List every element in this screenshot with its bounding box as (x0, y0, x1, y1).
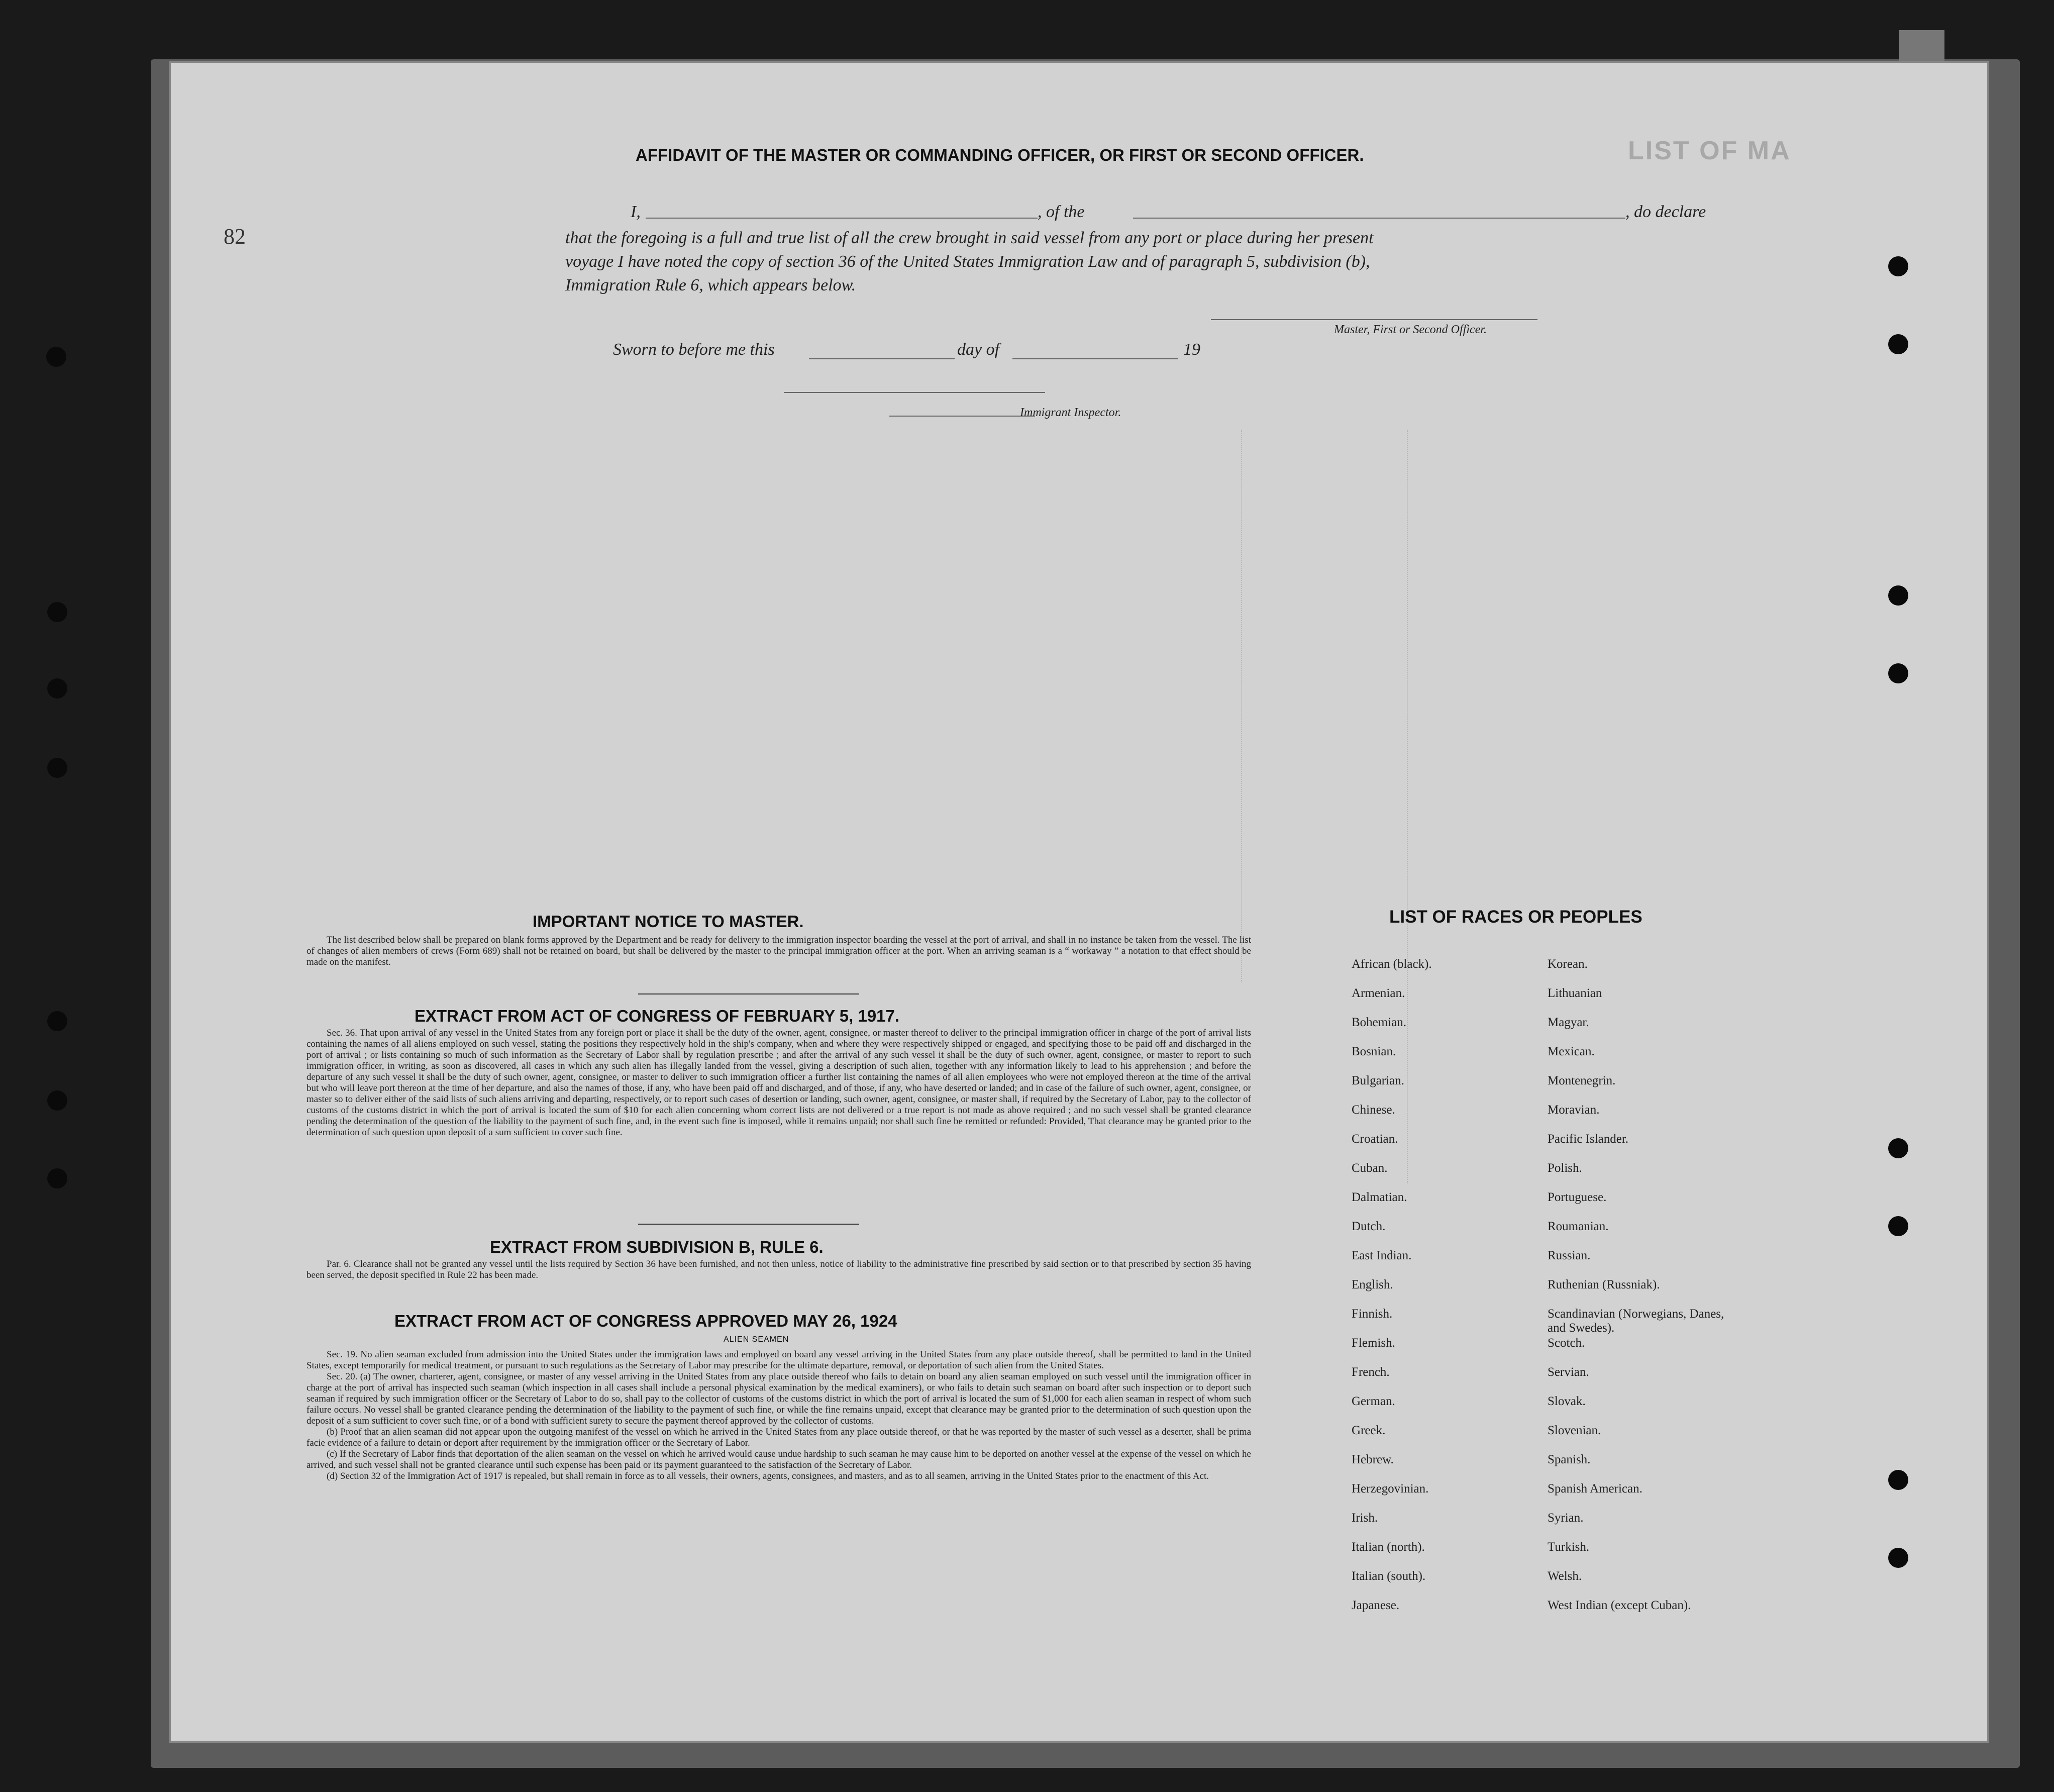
extract-rule6-paragraph: Par. 6. Clearance shall not be granted any vessel until the lists required by Section 36 have been furnished, and not then unless, notice of liability to the administrative fine prescribed by said section or to that prescribed by section 35 having been served, the deposit specified in Rule 22 has been made. (306, 1259, 1251, 1280)
extract-rule6-title: EXTRACT FROM SUBDIVISION B, RULE 6. (490, 1238, 824, 1256)
name-blank-line (646, 218, 1038, 219)
notice-paragraph: The list described below shall be prepared on blank forms approved by the Department and be ready for delivery to the immigration inspector boarding the vessel at the port of arrival, and shall in no instance be taken from the vessel. The list of changes of alien members of crews (Form 689) shall not be retained on board, but shall be delivered by the master to the principal immigration officer at the port. When an arriving seaman is a “ workaway ” a notation to that effect should be made on the manifest. (306, 935, 1251, 967)
sworn-day-line (809, 358, 955, 359)
sec-20b-paragraph: (b) Proof that an alien seaman did not appear upon the outgoing manifest of the vessel on which he arrived in the United States from any place outside thereof, or that he was reported by the master of such vessel as a deserter, shall be prima facie evidence of a failure to detain or deport after requirement by the immigration officer or the Secretary of Labor. (306, 1427, 1251, 1448)
extract-1924-text (306, 1349, 1251, 1482)
race-item: East Indian. (1352, 1249, 1412, 1262)
binder-hole (1888, 1470, 1908, 1490)
bleed-through-text: LIST OF MA (1628, 136, 1791, 165)
race-item: Slovak. (1548, 1395, 1586, 1408)
race-item: Spanish American. (1548, 1482, 1642, 1496)
race-item: German. (1352, 1395, 1395, 1408)
race-item: Italian (north). (1352, 1540, 1425, 1554)
race-item: Bohemian. (1352, 1016, 1407, 1029)
sec-19-paragraph: Sec. 19. No alien seaman excluded from admission into the United States under the immigration laws and employed on board any vessel arriving in the United States from any place outside thereof, shall be permitted to land in the United States, except temporarily for medical treatment, or pursuant to such regulations as the Secretary of Labor may prescribe for the ultimate departure, removal, or deportation of such alien from the United States. (306, 1349, 1251, 1371)
binder-hole (1888, 256, 1908, 276)
race-item: Greek. (1352, 1424, 1386, 1437)
notice-text (306, 935, 1251, 968)
affidavit-line-3: voyage I have noted the copy of section 36 of the United States Immigration Law and of paragraph 5, subdivision (b), (565, 252, 1370, 271)
race-item: Mexican. (1548, 1045, 1595, 1058)
binder-hole (47, 602, 67, 622)
race-item: Moravian. (1548, 1103, 1600, 1117)
binder-hole (47, 758, 67, 778)
race-item: Bulgarian. (1352, 1074, 1404, 1087)
binder-hole (1888, 1216, 1908, 1236)
race-item: Syrian. (1548, 1511, 1584, 1525)
race-item: West Indian (except Cuban). (1548, 1599, 1691, 1612)
binder-hole (47, 1168, 67, 1188)
race-item: Magyar. (1548, 1016, 1589, 1029)
alien-seamen-subtitle: ALIEN SEAMEN (724, 1335, 789, 1344)
race-item: Bosnian. (1352, 1045, 1396, 1058)
extract-1917-divider (638, 1224, 859, 1225)
race-item: Ruthenian (Russniak). (1548, 1278, 1660, 1291)
race-item: Pacific Islander. (1548, 1132, 1629, 1146)
race-item: Dutch. (1352, 1220, 1386, 1233)
race-item: Japanese. (1352, 1599, 1400, 1612)
extract-1917-text (306, 1028, 1251, 1138)
race-item: French. (1352, 1365, 1390, 1379)
affidavit-line-2: that the foregoing is a full and true list of all the crew brought in said vessel from any port or place during her present (565, 229, 1374, 247)
inspector-label: Immigrant Inspector. (1020, 406, 1121, 419)
master-signature-line (1211, 319, 1537, 320)
binder-hole (47, 1090, 67, 1111)
extract-rule6-text (306, 1259, 1251, 1281)
inspector-signature-line (889, 416, 1035, 417)
notice-divider (638, 993, 859, 994)
race-item: Montenegrin. (1548, 1074, 1616, 1087)
races-left-column (1352, 957, 1532, 1686)
race-item: Scotch. (1548, 1336, 1585, 1350)
race-item: Spanish. (1548, 1453, 1591, 1466)
binder-hole (1888, 585, 1908, 606)
race-item: English. (1352, 1278, 1393, 1291)
affidavit-i-label: I, (631, 203, 641, 221)
binder-hole (1888, 663, 1908, 683)
master-signature-label: Master, First or Second Officer. (1334, 323, 1487, 336)
inspector-line-upper (784, 392, 1045, 393)
race-item: Finnish. (1352, 1307, 1393, 1321)
race-item: Croatian. (1352, 1132, 1398, 1146)
affidavit-of-the-label: , of the (1038, 203, 1085, 221)
document-page (171, 63, 1987, 1741)
page-number: 82 (224, 224, 246, 249)
affidavit-declare-label: , do declare (1625, 203, 1706, 221)
notice-title: IMPORTANT NOTICE TO MASTER. (533, 912, 804, 931)
race-item: Herzegovinian. (1352, 1482, 1429, 1496)
race-item: Servian. (1548, 1365, 1589, 1379)
affidavit-title: AFFIDAVIT OF THE MASTER OR COMMANDING OFFICER, OR FIRST OR SECOND OFFICER. (636, 146, 1364, 164)
extract-1917-paragraph: Sec. 36. That upon arrival of any vessel in the United States from any foreign port or place it shall be the duty of the owner, agent, consignee, or master thereof to deliver to the principal immigration officer in charge of the port of arrival lists containing the names of all aliens employed on such vessel, stating the positions they respectively hold in the ship's company, when and where they were respectively shipped or engaged, and specifying those to be paid off and discharged in the port of arrival ; or lists containing so much of such information as the Secretary of Labor shall by regulation prescribe ; and after the arrival of any such vessel it shall be the duty of such owner, agent, consignee, or master to report to such immigration officer, in writing, as soon as discovered, all cases in which any such alien has illegally landed from the vessel, giving a description of such alien, together with any information likely to lead to his apprehension ; and before the departure of any such vessel it shall be the duty of such owner, agent, consignee, or master to deliver to such immigration officer a further list containing the names of all alien employees who were not employed thereon at the time of the arrival but who will leave port thereon at the time of her departure, and also the names of those, if any, who have been paid off and discharged, and of those, if any, who have deserted or landed; and in case of the failure of such owner, agent, consignee, or master so to deliver either of the said lists of such aliens arriving and departing, respectively, or to report such cases of desertion or landing, such owner, agent, consignee, or master shall, if required by the Secretary of Labor, pay to the collector of customs of the customs district in which the port of arrival is located the sum of $10 for each alien concerning whom correct lists are not delivered or a true report is not made as above required ; and no such vessel shall be granted clearance pending the determination of the question of the liability to the payment of such fine, and, in the event such fine is imposed, while it remains unpaid; nor shall such fine be remitted or refunded: Provided, That clearance may be granted prior to the determination of such question upon deposit of a sum sufficient to cover such fine. (306, 1028, 1251, 1138)
binder-hole (46, 347, 66, 367)
race-item: Cuban. (1352, 1161, 1388, 1175)
binder-hole (47, 678, 67, 699)
race-item: Portuguese. (1548, 1190, 1607, 1204)
extract-1924-title: EXTRACT FROM ACT OF CONGRESS APPROVED MAY 26, 1924 (394, 1312, 897, 1330)
vessel-blank-line (1133, 218, 1625, 219)
sec-20c-paragraph: (c) If the Secretary of Labor finds that deportation of the alien seaman on the vessel on which he arrived would cause undue hardship to such seaman he may cause him to be deported on another vessel at the expense of the vessel on which he arrived, and such vessel shall not be granted clearance until such expense has been paid or its payment guaranteed to the satisfaction of the Secretary of Labor. (306, 1449, 1251, 1470)
binder-hole (47, 1011, 67, 1031)
race-item: Russian. (1548, 1249, 1591, 1262)
binder-hole (1888, 334, 1908, 354)
sec-20d-paragraph: (d) Section 32 of the Immigration Act of 1917 is repealed, but shall remain in force as to all vessels, their owners, agents, consignees, and masters, and as to all seamen, arriving in the United States prior to the enactment of this Act. (327, 1471, 1209, 1481)
day-of-label: day of (957, 340, 1000, 359)
race-item: Turkish. (1548, 1540, 1590, 1554)
race-item: Lithuanian (1548, 986, 1602, 1000)
race-item: Italian (south). (1352, 1569, 1426, 1583)
race-item: African (black). (1352, 957, 1432, 971)
year-label: 19 (1183, 340, 1200, 359)
sec-20a-paragraph: Sec. 20. (a) The owner, charterer, agent, consignee, or master of any vessel arriving in the United States from any place outside thereof who fails to detain on board any alien seaman employed on such vessel until the immigration officer in charge at the port of arrival has inspected such seaman (which inspection in all cases shall include a personal physical examination by the medical examiners), or who fails to detain such seaman on board after such inspection or to deport such seaman if required by such immigration officer or the Secretary of Labor to do so, shall pay to the collector of customs of the customs district in which the port of arrival is located the sum of $1,000 for each alien seaman in respect of whom such failure occurs. No vessel shall be granted clearance pending the determination of the liability to the payment of such fine, or while the fine remains unpaid, except that clearance may be granted prior to the determination of such question upon the deposit of a sum sufficient to cover such fine, or of a bond with sufficient surety to secure the payment thereof approved by the collector of customs. (306, 1371, 1251, 1426)
sworn-label: Sworn to before me this (613, 340, 775, 359)
extract-1917-title: EXTRACT FROM ACT OF CONGRESS OF FEBRUARY 5, 1917. (415, 1007, 900, 1025)
affidavit-line-4: Immigration Rule 6, which appears below. (565, 276, 856, 294)
race-item: Welsh. (1548, 1569, 1582, 1583)
race-item: Hebrew. (1352, 1453, 1394, 1466)
bleed-through-rule (1241, 430, 1242, 982)
race-item: Scandinavian (Norwegians, Danes, and Swedes). (1548, 1307, 1724, 1335)
race-item: Slovenian. (1548, 1424, 1601, 1437)
race-item: Chinese. (1352, 1103, 1395, 1117)
race-item: Dalmatian. (1352, 1190, 1407, 1204)
race-item: Flemish. (1352, 1336, 1395, 1350)
races-right-column (1548, 957, 1759, 1686)
races-title: LIST OF RACES OR PEOPLES (1389, 907, 1642, 927)
race-item: Armenian. (1352, 986, 1405, 1000)
race-item: Irish. (1352, 1511, 1378, 1525)
sworn-month-line (1012, 358, 1178, 359)
race-item: Korean. (1548, 957, 1588, 971)
binder-hole (1888, 1548, 1908, 1568)
race-item: Roumanian. (1548, 1220, 1609, 1233)
race-item: Polish. (1548, 1161, 1582, 1175)
binder-hole (1888, 1138, 1908, 1158)
